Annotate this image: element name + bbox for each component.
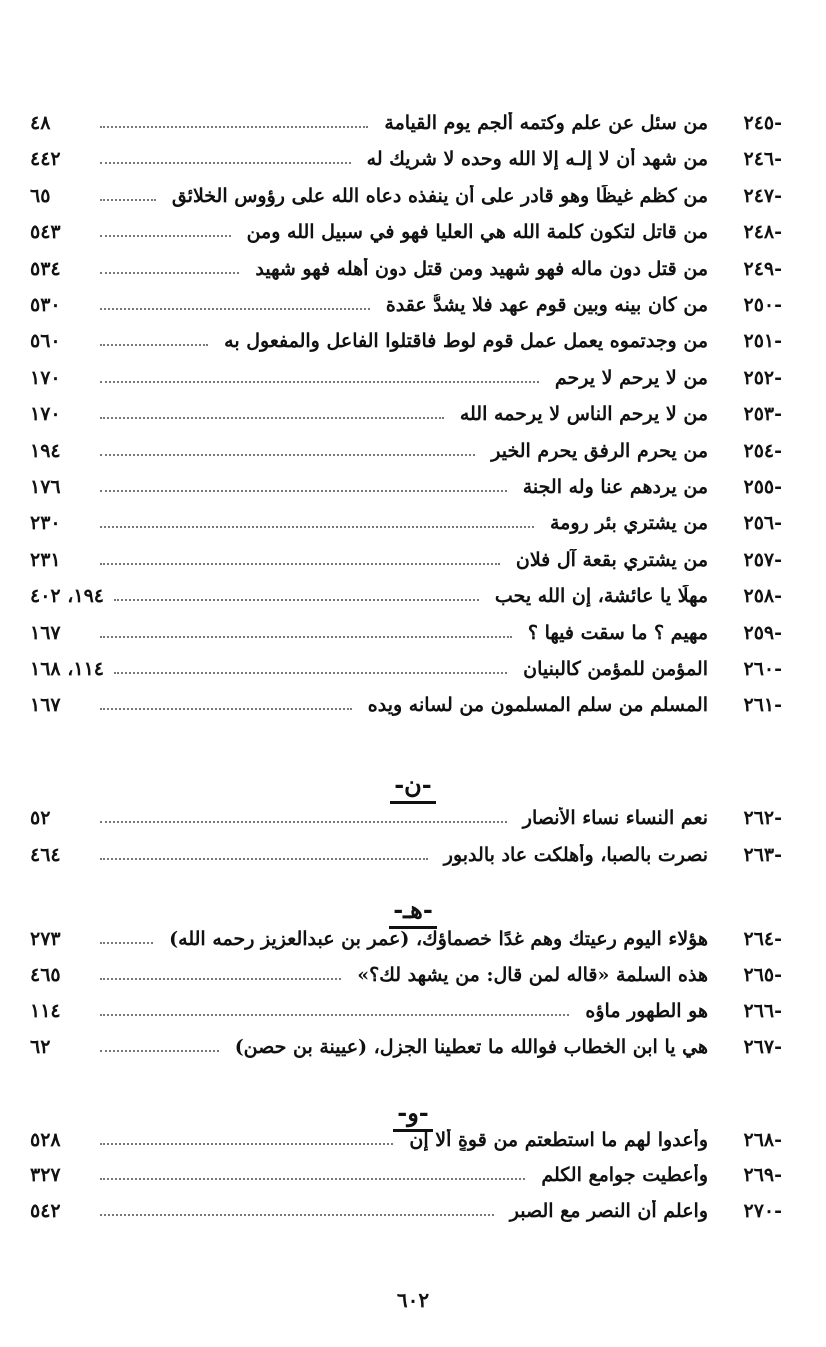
page-reference: ٥٦٠: [30, 330, 61, 352]
entry-text: من سئل عن علم وكتمه ألجم يوم القيامة: [384, 112, 708, 134]
page-reference: ٢٣٠: [30, 512, 61, 534]
leader-dots: [100, 858, 428, 860]
index-entry: [30, 1030, 782, 1064]
page-reference: ١٦٧: [30, 694, 61, 716]
leader-dots: [100, 526, 534, 528]
section-letter: -هـ-: [389, 895, 437, 929]
entry-number: -٢٧٠: [743, 1200, 782, 1222]
index-entry: [30, 324, 782, 358]
entry-text: وأعدوا لهم ما استطعتم من قوةٍ ألا إن: [409, 1129, 708, 1151]
section-letter: -و-: [393, 1098, 433, 1132]
index-entry: [30, 838, 782, 872]
entry-number: -٢٥٤: [743, 440, 782, 462]
index-entry: [30, 397, 782, 431]
entry-number: -٢٥٥: [743, 476, 782, 498]
index-entry: [30, 616, 782, 650]
entry-number: -٢٦٨: [743, 1129, 782, 1151]
page-reference: ٢٣١: [30, 549, 61, 571]
leader-dots: [100, 344, 208, 346]
index-entry: [30, 506, 782, 540]
entry-number: -٢٤٨: [743, 221, 782, 243]
entry-number: -٢٦٠: [743, 658, 782, 680]
entry-text: من يردهم عنا وله الجنة: [522, 476, 708, 498]
page-reference: ١٧٠: [30, 403, 61, 425]
entry-text: من كان بينه وبين قوم عهد فلا يشدُّ عقدة: [385, 294, 708, 316]
index-entry: [30, 106, 782, 140]
page-reference: ١٧٦: [30, 476, 61, 498]
page-reference: ١٦٧: [30, 622, 61, 644]
leader-dots: [100, 563, 500, 565]
leader-dots: [100, 308, 370, 310]
page-reference: ٤٤٢: [30, 148, 61, 170]
page-reference: ٤٦٤: [30, 844, 61, 866]
index-entry: [30, 252, 782, 286]
index-entry: [30, 142, 782, 176]
index-entry: [30, 652, 782, 686]
index-entry: [30, 994, 782, 1028]
section-heading: [0, 770, 826, 804]
index-entry: [30, 579, 782, 613]
entry-text: من كظم غيظًا وهو قادر على أن ينفذه دعاه الله على رؤوس الخلائق: [171, 185, 708, 207]
entry-text: من شهد أن لا إلـه إلا الله وحده لا شريك له: [366, 148, 708, 170]
entry-text: هو الطهور ماؤه: [585, 1000, 708, 1022]
entry-text: واعلم أن النصر مع الصبر: [509, 1200, 708, 1222]
entry-number: -٢٥٧: [743, 549, 782, 571]
entry-text: من يشتري بقعة آل فلان: [515, 549, 708, 571]
leader-dots: [100, 1143, 393, 1145]
leader-dots: [100, 417, 444, 419]
leader-dots: [100, 1050, 219, 1052]
entry-number: -٢٥٠: [743, 294, 782, 316]
leader-dots: [100, 978, 341, 980]
entry-text: المسلم من سلم المسلمون من لسانه ويده: [367, 694, 708, 716]
index-entry: [30, 288, 782, 322]
page-reference: ١١٤: [30, 1000, 61, 1022]
page-reference: ٣٢٧: [30, 1164, 61, 1186]
entry-number: -٢٦٤: [743, 928, 782, 950]
page-number: ٦٠٢: [396, 1288, 430, 1312]
page-reference: ٥٢: [30, 807, 51, 829]
leader-dots: [100, 454, 475, 456]
index-entry: [30, 958, 782, 992]
leader-dots: [100, 821, 507, 823]
leader-dots: [100, 708, 352, 710]
index-entry: [30, 215, 782, 249]
page-reference: ٥٣٠: [30, 294, 61, 316]
entry-number: -٢٦٣: [743, 844, 782, 866]
entry-text: وأعطيت جوامع الكلم: [541, 1164, 708, 1186]
entry-number: -٢٥٢: [743, 367, 782, 389]
entry-text: نصرت بالصبا، وأهلكت عاد بالدبور: [443, 844, 708, 866]
entry-number: -٢٦٧: [743, 1036, 782, 1058]
page-reference: ٦٢: [30, 1036, 51, 1058]
entry-text: من لا يرحم لا يرحم: [554, 367, 708, 389]
page-reference: ٥٤٣: [30, 221, 61, 243]
index-entry: [30, 179, 782, 213]
index-entry: [30, 1194, 782, 1228]
index-entry: [30, 922, 782, 956]
page-reference: ٦٥: [30, 185, 51, 207]
page-reference: ١٩٤، ٤٠٢: [30, 585, 104, 607]
leader-dots: [100, 636, 512, 638]
entry-text: هذه السلمة «قاله لمن قال: من يشهد لك؟»: [357, 964, 708, 986]
entry-number: -٢٦٥: [743, 964, 782, 986]
leader-dots: [100, 162, 351, 164]
entry-number: -٢٥٣: [743, 403, 782, 425]
entry-number: -٢٥٦: [743, 512, 782, 534]
entry-number: -٢٤٩: [743, 258, 782, 280]
leader-dots: [100, 381, 539, 383]
index-entry: [30, 801, 782, 835]
index-entry: [30, 361, 782, 395]
page-reference: ٤٦٥: [30, 964, 61, 986]
entry-number: -٢٤٥: [743, 112, 782, 134]
leader-dots: [100, 1214, 494, 1216]
leader-dots: [100, 490, 507, 492]
entry-text: من يحرم الرفق يحرم الخير: [491, 440, 708, 462]
leader-dots: [100, 235, 231, 237]
page-reference: ١٩٤: [30, 440, 61, 462]
entry-number: -٢٤٦: [743, 148, 782, 170]
entry-text: من قتل دون ماله فهو شهيد ومن قتل دون أهله فهو شهيد: [255, 258, 708, 280]
page-reference: ٥٢٨: [30, 1129, 61, 1151]
entry-number: -٢٦٩: [743, 1164, 782, 1186]
entry-text: من قاتل لتكون كلمة الله هي العليا فهو في سبيل الله ومن: [246, 221, 708, 243]
leader-dots: [114, 672, 507, 674]
leader-dots: [114, 599, 479, 601]
index-entry: [30, 543, 782, 577]
entry-text: من يشتري بئر رومة: [549, 512, 708, 534]
section-letter: -ن-: [390, 770, 436, 804]
page-reference: ٤٨: [30, 112, 51, 134]
leader-dots: [100, 1014, 569, 1016]
page-reference: ٥٤٢: [30, 1200, 61, 1222]
index-entry: [30, 1123, 782, 1157]
entry-number: -٢٤٧: [743, 185, 782, 207]
index-entry: [30, 688, 782, 722]
page-reference: ١١٤، ١٦٨: [30, 658, 104, 680]
index-entry: [30, 1158, 782, 1192]
entry-number: -٢٥٩: [743, 622, 782, 644]
leader-dots: [100, 272, 239, 274]
entry-number: -٢٦٢: [743, 807, 782, 829]
entry-number: -٢٥٨: [743, 585, 782, 607]
index-entry: [30, 470, 782, 504]
page-reference: ١٧٠: [30, 367, 61, 389]
entry-number: -٢٥١: [743, 330, 782, 352]
entry-text: مهلًا يا عائشة، إن الله يحب: [494, 585, 708, 607]
entry-number: -٢٦١: [743, 694, 782, 716]
entry-text: هي يا ابن الخطاب فوالله ما تعطينا الجزل، (عيينة بن حصن): [234, 1036, 708, 1058]
page-reference: ٥٣٤: [30, 258, 61, 280]
leader-dots: [100, 126, 368, 128]
entry-text: من لا يرحم الناس لا يرحمه الله: [459, 403, 708, 425]
entry-text: نعم النساء نساء الأنصار: [522, 807, 708, 829]
page-reference: ٢٧٣: [30, 928, 61, 950]
leader-dots: [100, 199, 156, 201]
entry-number: -٢٦٦: [743, 1000, 782, 1022]
entry-text: المؤمن للمؤمن كالبنيان: [523, 658, 708, 680]
entry-text: من وجدتموه يعمل عمل قوم لوط فاقتلوا الفاعل والمفعول به: [224, 330, 708, 352]
index-entry: [30, 434, 782, 468]
leader-dots: [100, 1178, 525, 1180]
entry-text: مهيم ؟ ما سقت فيها ؟: [527, 622, 708, 644]
entry-text: هؤلاء اليوم رعيتك وهم غدًا خصماؤك، (عمر بن عبدالعزيز رحمه الله): [169, 928, 708, 950]
leader-dots: [100, 942, 153, 944]
